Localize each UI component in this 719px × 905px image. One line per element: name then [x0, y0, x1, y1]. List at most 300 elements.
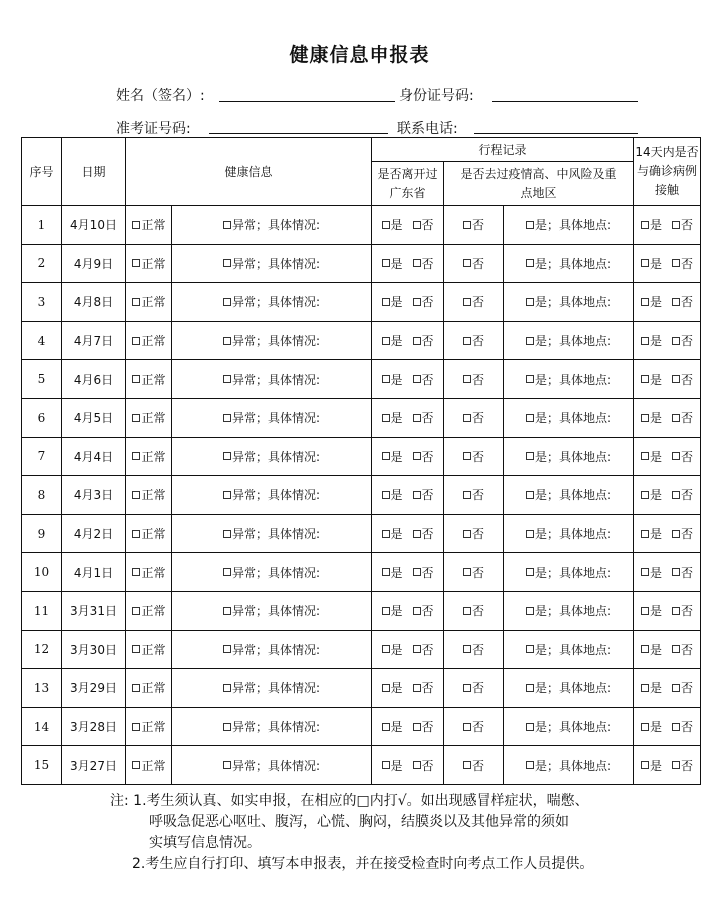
contact-no-checkbox-label: 否	[681, 218, 694, 233]
checkbox-icon[interactable]	[641, 684, 649, 692]
header-risk-area: 是否去过疫情高、中风险及重点地区	[444, 162, 634, 206]
normal-checkbox[interactable]	[132, 604, 165, 618]
checkbox-icon[interactable]	[413, 221, 421, 229]
risk-yes-checkbox-label: 是；具体地点:	[535, 488, 612, 503]
left-gd-no-checkbox[interactable]	[413, 295, 434, 309]
abnormal-checkbox[interactable]	[223, 218, 320, 232]
risk-yes-checkbox-label: 是；具体地点:	[535, 758, 612, 773]
risk-yes-checkbox[interactable]	[526, 295, 611, 309]
phone-line[interactable]	[474, 133, 638, 134]
risk-no-checkbox[interactable]	[463, 527, 484, 541]
health-normal-cell	[126, 360, 172, 399]
normal-checkbox[interactable]	[132, 295, 165, 309]
checkbox-icon[interactable]	[413, 568, 421, 576]
left-gd-yes-checkbox[interactable]	[382, 450, 403, 464]
abnormal-checkbox-label: 异常；具体情况:	[231, 642, 321, 657]
checkbox-icon[interactable]	[413, 607, 421, 615]
checkbox-icon[interactable]	[223, 259, 231, 267]
contact-yes-checkbox[interactable]	[641, 411, 662, 425]
risk-yes-checkbox[interactable]	[526, 527, 611, 541]
checkbox-icon[interactable]	[672, 530, 680, 538]
contact-yes-checkbox[interactable]	[641, 643, 662, 657]
checkbox-icon[interactable]	[132, 452, 140, 460]
left-gd-no-checkbox[interactable]	[413, 373, 434, 387]
checkbox-icon[interactable]	[641, 723, 649, 731]
contact-yes-checkbox[interactable]	[641, 334, 662, 348]
checkbox-icon[interactable]	[526, 684, 534, 692]
left-gd-no-checkbox[interactable]	[413, 643, 434, 657]
checkbox-icon[interactable]	[413, 337, 421, 345]
risk-no-checkbox[interactable]	[463, 604, 484, 618]
checkbox-icon[interactable]	[463, 414, 471, 422]
checkbox-icon[interactable]	[382, 337, 390, 345]
checkbox-icon[interactable]	[526, 259, 534, 267]
risk-no-checkbox[interactable]	[463, 334, 484, 348]
row-index: 10	[22, 553, 62, 592]
contact-yes-checkbox[interactable]	[641, 257, 662, 271]
normal-checkbox-label: 正常	[141, 681, 166, 696]
checkbox-icon[interactable]	[526, 414, 534, 422]
abnormal-checkbox[interactable]	[223, 257, 320, 271]
checkbox-icon[interactable]	[641, 645, 649, 653]
checkbox-icon[interactable]	[132, 568, 140, 576]
contact-yes-checkbox[interactable]	[641, 566, 662, 580]
abnormal-checkbox[interactable]	[223, 720, 320, 734]
abnormal-checkbox-label: 异常；具体情况:	[231, 449, 321, 464]
contact-yes-checkbox[interactable]	[641, 488, 662, 502]
checkbox-icon[interactable]	[382, 491, 390, 499]
contact-yes-checkbox-label: 是	[650, 681, 663, 696]
checkbox-icon[interactable]	[413, 645, 421, 653]
risk-no-checkbox[interactable]	[463, 643, 484, 657]
checkbox-icon[interactable]	[641, 221, 649, 229]
contact-no-checkbox[interactable]	[672, 218, 693, 232]
left-gd-no-checkbox[interactable]	[413, 527, 434, 541]
checkbox-icon[interactable]	[132, 723, 140, 731]
left-gd-yes-checkbox[interactable]	[382, 759, 403, 773]
abnormal-checkbox[interactable]	[223, 295, 320, 309]
checkbox-icon[interactable]	[413, 761, 421, 769]
left-gd-no-checkbox[interactable]	[413, 488, 434, 502]
checkbox-icon[interactable]	[641, 452, 649, 460]
checkbox-icon[interactable]	[526, 491, 534, 499]
checkbox-icon[interactable]	[463, 684, 471, 692]
left-gd-yes-checkbox[interactable]	[382, 411, 403, 425]
risk-yes-checkbox[interactable]	[526, 334, 611, 348]
checkbox-icon[interactable]	[526, 761, 534, 769]
checkbox-icon[interactable]	[413, 684, 421, 692]
contact-no-checkbox[interactable]	[672, 295, 693, 309]
risk-no-checkbox[interactable]	[463, 411, 484, 425]
left-gd-yes-checkbox[interactable]	[382, 334, 403, 348]
checkbox-icon[interactable]	[672, 452, 680, 460]
risk-yes-checkbox[interactable]	[526, 257, 611, 271]
risk-yes-checkbox[interactable]	[526, 450, 611, 464]
checkbox-icon[interactable]	[526, 530, 534, 538]
checkbox-icon[interactable]	[672, 723, 680, 731]
left-gd-yes-checkbox[interactable]	[382, 527, 403, 541]
contact-cell	[634, 514, 701, 553]
checkbox-icon[interactable]	[382, 723, 390, 731]
contact-yes-checkbox-label: 是	[650, 527, 663, 542]
checkbox-icon[interactable]	[132, 221, 140, 229]
row-date: 4月5日	[62, 398, 126, 437]
checkbox-icon[interactable]	[463, 375, 471, 383]
normal-checkbox-label: 正常	[141, 295, 166, 310]
risk-yes-checkbox-label: 是；具体地点:	[535, 642, 612, 657]
left-gd-yes-checkbox[interactable]	[382, 257, 403, 271]
left-gd-yes-checkbox[interactable]	[382, 643, 403, 657]
checkbox-icon[interactable]	[132, 645, 140, 653]
checkbox-icon[interactable]	[382, 568, 390, 576]
left-gd-no-checkbox[interactable]	[413, 218, 434, 232]
risk-yes-checkbox[interactable]	[526, 720, 611, 734]
checkbox-icon[interactable]	[382, 607, 390, 615]
checkbox-icon[interactable]	[382, 645, 390, 653]
normal-checkbox[interactable]	[132, 681, 165, 695]
checkbox-icon[interactable]	[132, 607, 140, 615]
abnormal-checkbox[interactable]	[223, 488, 320, 502]
checkbox-icon[interactable]	[132, 491, 140, 499]
risk-yes-checkbox[interactable]	[526, 759, 611, 773]
header-index: 序号	[22, 138, 62, 206]
checkbox-icon[interactable]	[672, 221, 680, 229]
contact-yes-checkbox-label: 是	[650, 372, 663, 387]
checkbox-icon[interactable]	[641, 761, 649, 769]
checkbox-icon[interactable]	[223, 298, 231, 306]
left-gd-no-checkbox[interactable]	[413, 759, 434, 773]
left-gd-yes-checkbox[interactable]	[382, 681, 403, 695]
left-gd-no-checkbox[interactable]	[413, 257, 434, 271]
checkbox-icon[interactable]	[463, 259, 471, 267]
contact-yes-checkbox[interactable]	[641, 218, 662, 232]
checkbox-icon[interactable]	[132, 684, 140, 692]
risk-no-checkbox[interactable]	[463, 681, 484, 695]
checkbox-icon[interactable]	[463, 723, 471, 731]
normal-checkbox[interactable]	[132, 334, 165, 348]
left-gd-yes-checkbox[interactable]	[382, 373, 403, 387]
abnormal-checkbox[interactable]	[223, 681, 320, 695]
risk-yes-checkbox[interactable]	[526, 566, 611, 580]
checkbox-icon[interactable]	[672, 259, 680, 267]
risk-no-checkbox[interactable]	[463, 295, 484, 309]
contact-yes-checkbox-label: 是	[650, 256, 663, 271]
risk-yes-checkbox[interactable]	[526, 604, 611, 618]
normal-checkbox-label: 正常	[141, 256, 166, 271]
checkbox-icon[interactable]	[132, 414, 140, 422]
risk-yes-checkbox[interactable]	[526, 218, 611, 232]
left-gd-no-checkbox-label: 否	[421, 449, 434, 464]
checkbox-icon[interactable]	[132, 337, 140, 345]
checkbox-icon[interactable]	[672, 645, 680, 653]
contact-no-checkbox-label: 否	[681, 758, 694, 773]
contact-no-checkbox[interactable]	[672, 527, 693, 541]
risk-no-cell	[444, 360, 504, 399]
risk-no-cell	[444, 669, 504, 708]
left-gd-yes-checkbox[interactable]	[382, 488, 403, 502]
checkbox-icon[interactable]	[413, 259, 421, 267]
left-gd-yes-checkbox[interactable]	[382, 218, 403, 232]
health-normal-cell	[126, 321, 172, 360]
checkbox-icon[interactable]	[413, 414, 421, 422]
row-index: 12	[22, 630, 62, 669]
contact-yes-checkbox[interactable]	[641, 720, 662, 734]
checkbox-icon[interactable]	[672, 607, 680, 615]
risk-yes-checkbox-label: 是；具体地点:	[535, 295, 612, 310]
contact-no-checkbox-label: 否	[681, 681, 694, 696]
row-index: 9	[22, 514, 62, 553]
contact-no-checkbox[interactable]	[672, 643, 693, 657]
checkbox-icon[interactable]	[382, 684, 390, 692]
normal-checkbox[interactable]	[132, 373, 165, 387]
contact-yes-checkbox[interactable]	[641, 295, 662, 309]
checkbox-icon[interactable]	[132, 298, 140, 306]
risk-no-checkbox[interactable]	[463, 373, 484, 387]
row-date: 3月29日	[62, 669, 126, 708]
abnormal-checkbox[interactable]	[223, 527, 320, 541]
contact-yes-checkbox[interactable]	[641, 373, 662, 387]
left-gd-cell	[372, 476, 444, 515]
checkbox-icon[interactable]	[641, 607, 649, 615]
left-gd-yes-checkbox[interactable]	[382, 720, 403, 734]
normal-checkbox-label: 正常	[141, 488, 166, 503]
checkbox-icon[interactable]	[382, 414, 390, 422]
normal-checkbox[interactable]	[132, 411, 165, 425]
checkbox-icon[interactable]	[223, 684, 231, 692]
checkbox-icon[interactable]	[223, 761, 231, 769]
risk-yes-cell	[504, 476, 634, 515]
left-gd-cell	[372, 360, 444, 399]
checkbox-icon[interactable]	[463, 530, 471, 538]
left-gd-yes-checkbox[interactable]	[382, 604, 403, 618]
checkbox-icon[interactable]	[672, 491, 680, 499]
contact-no-checkbox[interactable]	[672, 373, 693, 387]
checkbox-icon[interactable]	[641, 337, 649, 345]
risk-yes-checkbox[interactable]	[526, 373, 611, 387]
checkbox-icon[interactable]	[382, 259, 390, 267]
checkbox-icon[interactable]	[463, 645, 471, 653]
checkbox-icon[interactable]	[641, 491, 649, 499]
left-gd-no-checkbox[interactable]	[413, 334, 434, 348]
risk-no-cell	[444, 553, 504, 592]
checkbox-icon[interactable]	[223, 607, 231, 615]
checkbox-icon[interactable]	[526, 337, 534, 345]
checkbox-icon[interactable]	[382, 452, 390, 460]
checkbox-icon[interactable]	[132, 761, 140, 769]
checkbox-icon[interactable]	[526, 645, 534, 653]
name-line[interactable]	[219, 101, 395, 102]
left-gd-yes-checkbox[interactable]	[382, 295, 403, 309]
checkbox-icon[interactable]	[463, 337, 471, 345]
checkbox-icon[interactable]	[223, 221, 231, 229]
checkbox-icon[interactable]	[672, 684, 680, 692]
left-gd-no-checkbox[interactable]	[413, 450, 434, 464]
left-gd-no-checkbox-label: 否	[421, 527, 434, 542]
risk-no-checkbox[interactable]	[463, 759, 484, 773]
checkbox-icon[interactable]	[413, 452, 421, 460]
checkbox-icon[interactable]	[132, 530, 140, 538]
normal-checkbox[interactable]	[132, 527, 165, 541]
abnormal-checkbox-label: 异常；具体情况:	[231, 372, 321, 387]
contact-no-checkbox[interactable]	[672, 257, 693, 271]
checkbox-icon[interactable]	[463, 568, 471, 576]
contact-yes-checkbox-label: 是	[650, 720, 663, 735]
contact-no-checkbox[interactable]	[672, 759, 693, 773]
contact-no-checkbox[interactable]	[672, 566, 693, 580]
left-gd-no-checkbox[interactable]	[413, 720, 434, 734]
risk-yes-checkbox-label: 是；具体地点:	[535, 334, 612, 349]
checkbox-icon[interactable]	[223, 452, 231, 460]
checkbox-icon[interactable]	[672, 298, 680, 306]
abnormal-checkbox[interactable]	[223, 604, 320, 618]
checkbox-icon[interactable]	[463, 298, 471, 306]
checkbox-icon[interactable]	[413, 375, 421, 383]
left-gd-cell	[372, 553, 444, 592]
risk-no-checkbox[interactable]	[463, 218, 484, 232]
contact-yes-checkbox[interactable]	[641, 759, 662, 773]
health-normal-cell	[126, 244, 172, 283]
checkbox-icon[interactable]	[641, 375, 649, 383]
checkbox-icon[interactable]	[223, 723, 231, 731]
left-gd-cell	[372, 244, 444, 283]
checkbox-icon[interactable]	[526, 375, 534, 383]
row-index: 6	[22, 398, 62, 437]
checkbox-icon[interactable]	[382, 298, 390, 306]
normal-checkbox[interactable]	[132, 488, 165, 502]
contact-no-checkbox[interactable]	[672, 411, 693, 425]
checkbox-icon[interactable]	[223, 414, 231, 422]
contact-yes-checkbox[interactable]	[641, 604, 662, 618]
contact-no-checkbox[interactable]	[672, 334, 693, 348]
left-gd-no-checkbox[interactable]	[413, 681, 434, 695]
contact-yes-checkbox[interactable]	[641, 681, 662, 695]
abnormal-checkbox[interactable]	[223, 334, 320, 348]
checkbox-icon[interactable]	[132, 375, 140, 383]
checkbox-icon[interactable]	[672, 761, 680, 769]
checkbox-icon[interactable]	[223, 645, 231, 653]
checkbox-icon[interactable]	[223, 375, 231, 383]
abnormal-checkbox[interactable]	[223, 373, 320, 387]
risk-no-checkbox[interactable]	[463, 566, 484, 580]
risk-no-checkbox-label: 否	[472, 565, 485, 580]
checkbox-icon[interactable]	[132, 259, 140, 267]
normal-checkbox[interactable]	[132, 450, 165, 464]
left-gd-no-checkbox[interactable]	[413, 604, 434, 618]
checkbox-icon[interactable]	[672, 414, 680, 422]
risk-yes-checkbox[interactable]	[526, 488, 611, 502]
exam-line[interactable]	[209, 133, 388, 134]
checkbox-icon[interactable]	[223, 337, 231, 345]
risk-no-checkbox[interactable]	[463, 488, 484, 502]
risk-no-cell	[444, 283, 504, 322]
checkbox-icon[interactable]	[463, 452, 471, 460]
normal-checkbox[interactable]	[132, 720, 165, 734]
checkbox-icon[interactable]	[463, 607, 471, 615]
normal-checkbox[interactable]	[132, 643, 165, 657]
checkbox-icon[interactable]	[463, 761, 471, 769]
table-row	[22, 591, 701, 630]
normal-checkbox[interactable]	[132, 759, 165, 773]
checkbox-icon[interactable]	[413, 530, 421, 538]
contact-cell	[634, 398, 701, 437]
risk-no-checkbox[interactable]	[463, 257, 484, 271]
checkbox-icon[interactable]	[413, 298, 421, 306]
risk-no-checkbox-label: 否	[472, 758, 485, 773]
risk-yes-checkbox[interactable]	[526, 411, 611, 425]
checkbox-icon[interactable]	[641, 568, 649, 576]
abnormal-checkbox[interactable]	[223, 450, 320, 464]
abnormal-checkbox[interactable]	[223, 411, 320, 425]
checkbox-icon[interactable]	[382, 761, 390, 769]
checkbox-icon[interactable]	[672, 375, 680, 383]
checkbox-icon[interactable]	[672, 568, 680, 576]
note-line-4: 2.考生应自行打印、填写本申报表，并在接受检查时向考点工作人员提供。	[132, 856, 594, 872]
checkbox-icon[interactable]	[382, 530, 390, 538]
left-gd-no-checkbox-label: 否	[421, 256, 434, 271]
checkbox-icon[interactable]	[526, 723, 534, 731]
risk-yes-checkbox[interactable]	[526, 681, 611, 695]
contact-no-checkbox[interactable]	[672, 604, 693, 618]
checkbox-icon[interactable]	[526, 221, 534, 229]
checkbox-icon[interactable]	[526, 452, 534, 460]
phone-label: 联系电话:	[397, 121, 458, 137]
health-table	[21, 137, 701, 785]
checkbox-icon[interactable]	[526, 298, 534, 306]
checkbox-icon[interactable]	[463, 221, 471, 229]
checkbox-icon[interactable]	[526, 568, 534, 576]
checkbox-icon[interactable]	[223, 568, 231, 576]
abnormal-checkbox[interactable]	[223, 643, 320, 657]
normal-checkbox[interactable]	[132, 218, 165, 232]
left-gd-no-checkbox[interactable]	[413, 411, 434, 425]
normal-checkbox[interactable]	[132, 257, 165, 271]
contact-cell	[634, 283, 701, 322]
checkbox-icon[interactable]	[641, 414, 649, 422]
checkbox-icon[interactable]	[463, 491, 471, 499]
checkbox-icon[interactable]	[413, 723, 421, 731]
contact-no-checkbox[interactable]	[672, 720, 693, 734]
contact-no-checkbox[interactable]	[672, 488, 693, 502]
abnormal-checkbox[interactable]	[223, 759, 320, 773]
left-gd-yes-checkbox[interactable]	[382, 566, 403, 580]
left-gd-no-checkbox[interactable]	[413, 566, 434, 580]
contact-no-checkbox[interactable]	[672, 450, 693, 464]
checkbox-icon[interactable]	[382, 221, 390, 229]
risk-no-checkbox[interactable]	[463, 450, 484, 464]
checkbox-icon[interactable]	[223, 491, 231, 499]
contact-no-checkbox-label: 否	[681, 565, 694, 580]
contact-no-checkbox[interactable]	[672, 681, 693, 695]
checkbox-icon[interactable]	[526, 607, 534, 615]
contact-yes-checkbox[interactable]	[641, 527, 662, 541]
risk-no-checkbox[interactable]	[463, 720, 484, 734]
checkbox-icon[interactable]	[641, 259, 649, 267]
id-line[interactable]	[492, 101, 638, 102]
checkbox-icon[interactable]	[382, 375, 390, 383]
checkbox-icon[interactable]	[672, 337, 680, 345]
normal-checkbox[interactable]	[132, 566, 165, 580]
contact-yes-checkbox[interactable]	[641, 450, 662, 464]
risk-yes-checkbox[interactable]	[526, 643, 611, 657]
checkbox-icon[interactable]	[641, 530, 649, 538]
contact-yes-checkbox-label: 是	[650, 295, 663, 310]
checkbox-icon[interactable]	[413, 491, 421, 499]
checkbox-icon[interactable]	[223, 530, 231, 538]
checkbox-icon[interactable]	[641, 298, 649, 306]
abnormal-checkbox[interactable]	[223, 566, 320, 580]
risk-no-cell	[444, 206, 504, 245]
name-label: 姓名（签名）:	[116, 88, 205, 104]
